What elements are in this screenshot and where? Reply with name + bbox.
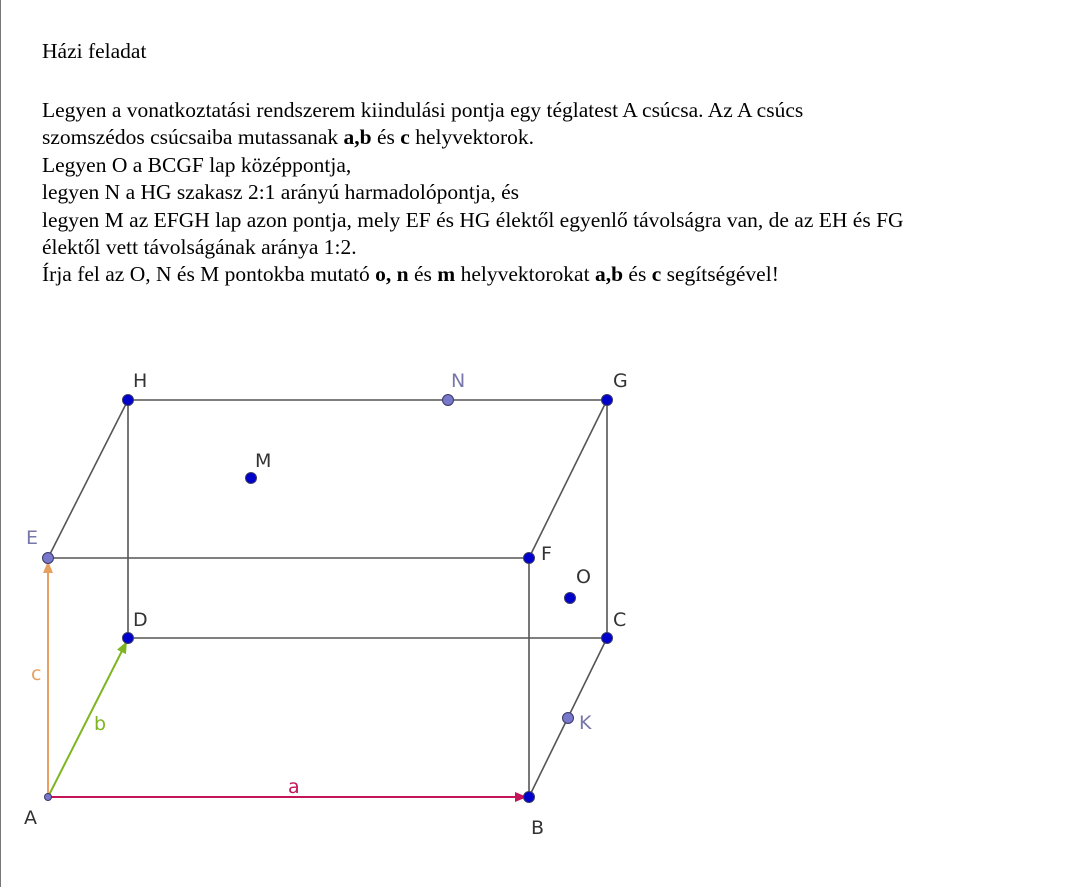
text-segment: segítségével! bbox=[661, 262, 779, 287]
vector-b-arrow bbox=[48, 643, 126, 797]
label-O: O bbox=[576, 566, 591, 588]
page-title: Házi feladat bbox=[42, 39, 147, 63]
point-N bbox=[443, 395, 454, 406]
label-vector-c: c bbox=[31, 663, 42, 685]
text-segment: Írja fel az O, N és M pontokba mutató bbox=[42, 262, 376, 287]
label-B: B bbox=[531, 817, 545, 839]
text-segment: és bbox=[623, 262, 652, 287]
point-B bbox=[524, 792, 535, 803]
text-segment: Legyen O a BCGF lap középpontja, bbox=[42, 152, 352, 177]
point-G bbox=[602, 395, 613, 406]
text-segment: szomszédos csúcsaiba mutassanak bbox=[42, 125, 344, 150]
text-segment: helyvektorokat bbox=[455, 262, 595, 287]
label-H: H bbox=[133, 370, 148, 392]
cuboid-edges bbox=[48, 400, 607, 797]
point-A bbox=[45, 794, 52, 801]
point-E bbox=[43, 553, 54, 564]
label-A: A bbox=[24, 807, 37, 829]
bold-vector-symbol: o, n bbox=[375, 262, 409, 287]
cuboid-figure bbox=[1, 0, 1080, 887]
point-C bbox=[602, 633, 613, 644]
point-F bbox=[524, 553, 535, 564]
label-vector-a: a bbox=[288, 776, 300, 798]
label-M: M bbox=[255, 450, 272, 472]
point-M bbox=[246, 473, 257, 484]
label-vector-b: b bbox=[94, 713, 107, 735]
bold-vector-symbol: a,b bbox=[594, 262, 624, 287]
text-segment: legyen N a HG szakasz 2:1 arányú harmadolópontja, és bbox=[42, 180, 520, 205]
text-segment: és bbox=[408, 262, 438, 287]
label-G: G bbox=[613, 370, 628, 392]
label-E: E bbox=[26, 527, 39, 549]
text-segment: Legyen a vonatkoztatási rendszerem kiindulási pontja egy téglatest A csúcsa. Az A csúcs bbox=[42, 98, 804, 122]
label-D: D bbox=[133, 609, 148, 631]
edge-FG bbox=[529, 400, 607, 558]
text-segment: helyvektorok. bbox=[409, 125, 535, 150]
text-segment: és bbox=[371, 125, 401, 150]
edge-EH bbox=[48, 400, 128, 558]
bold-vector-symbol: m bbox=[437, 262, 456, 287]
text-segment: élektől vett távolságának aránya 1:2. bbox=[42, 235, 357, 260]
text-segment: legyen M az EFGH lap azon pontja, mely EF és HG élektől egyenlő távolságra van, de az EH és FG bbox=[42, 207, 904, 232]
point-D bbox=[123, 633, 134, 644]
label-N: N bbox=[451, 370, 466, 392]
point-K bbox=[563, 713, 574, 724]
bold-vector-symbol: c bbox=[400, 125, 410, 150]
label-F: F bbox=[541, 543, 552, 565]
bold-vector-symbol: a,b bbox=[343, 125, 372, 150]
point-H bbox=[123, 395, 134, 406]
label-C: C bbox=[613, 609, 627, 631]
point-O bbox=[565, 593, 576, 604]
bold-vector-symbol: c bbox=[651, 262, 662, 287]
label-K: K bbox=[579, 712, 592, 734]
